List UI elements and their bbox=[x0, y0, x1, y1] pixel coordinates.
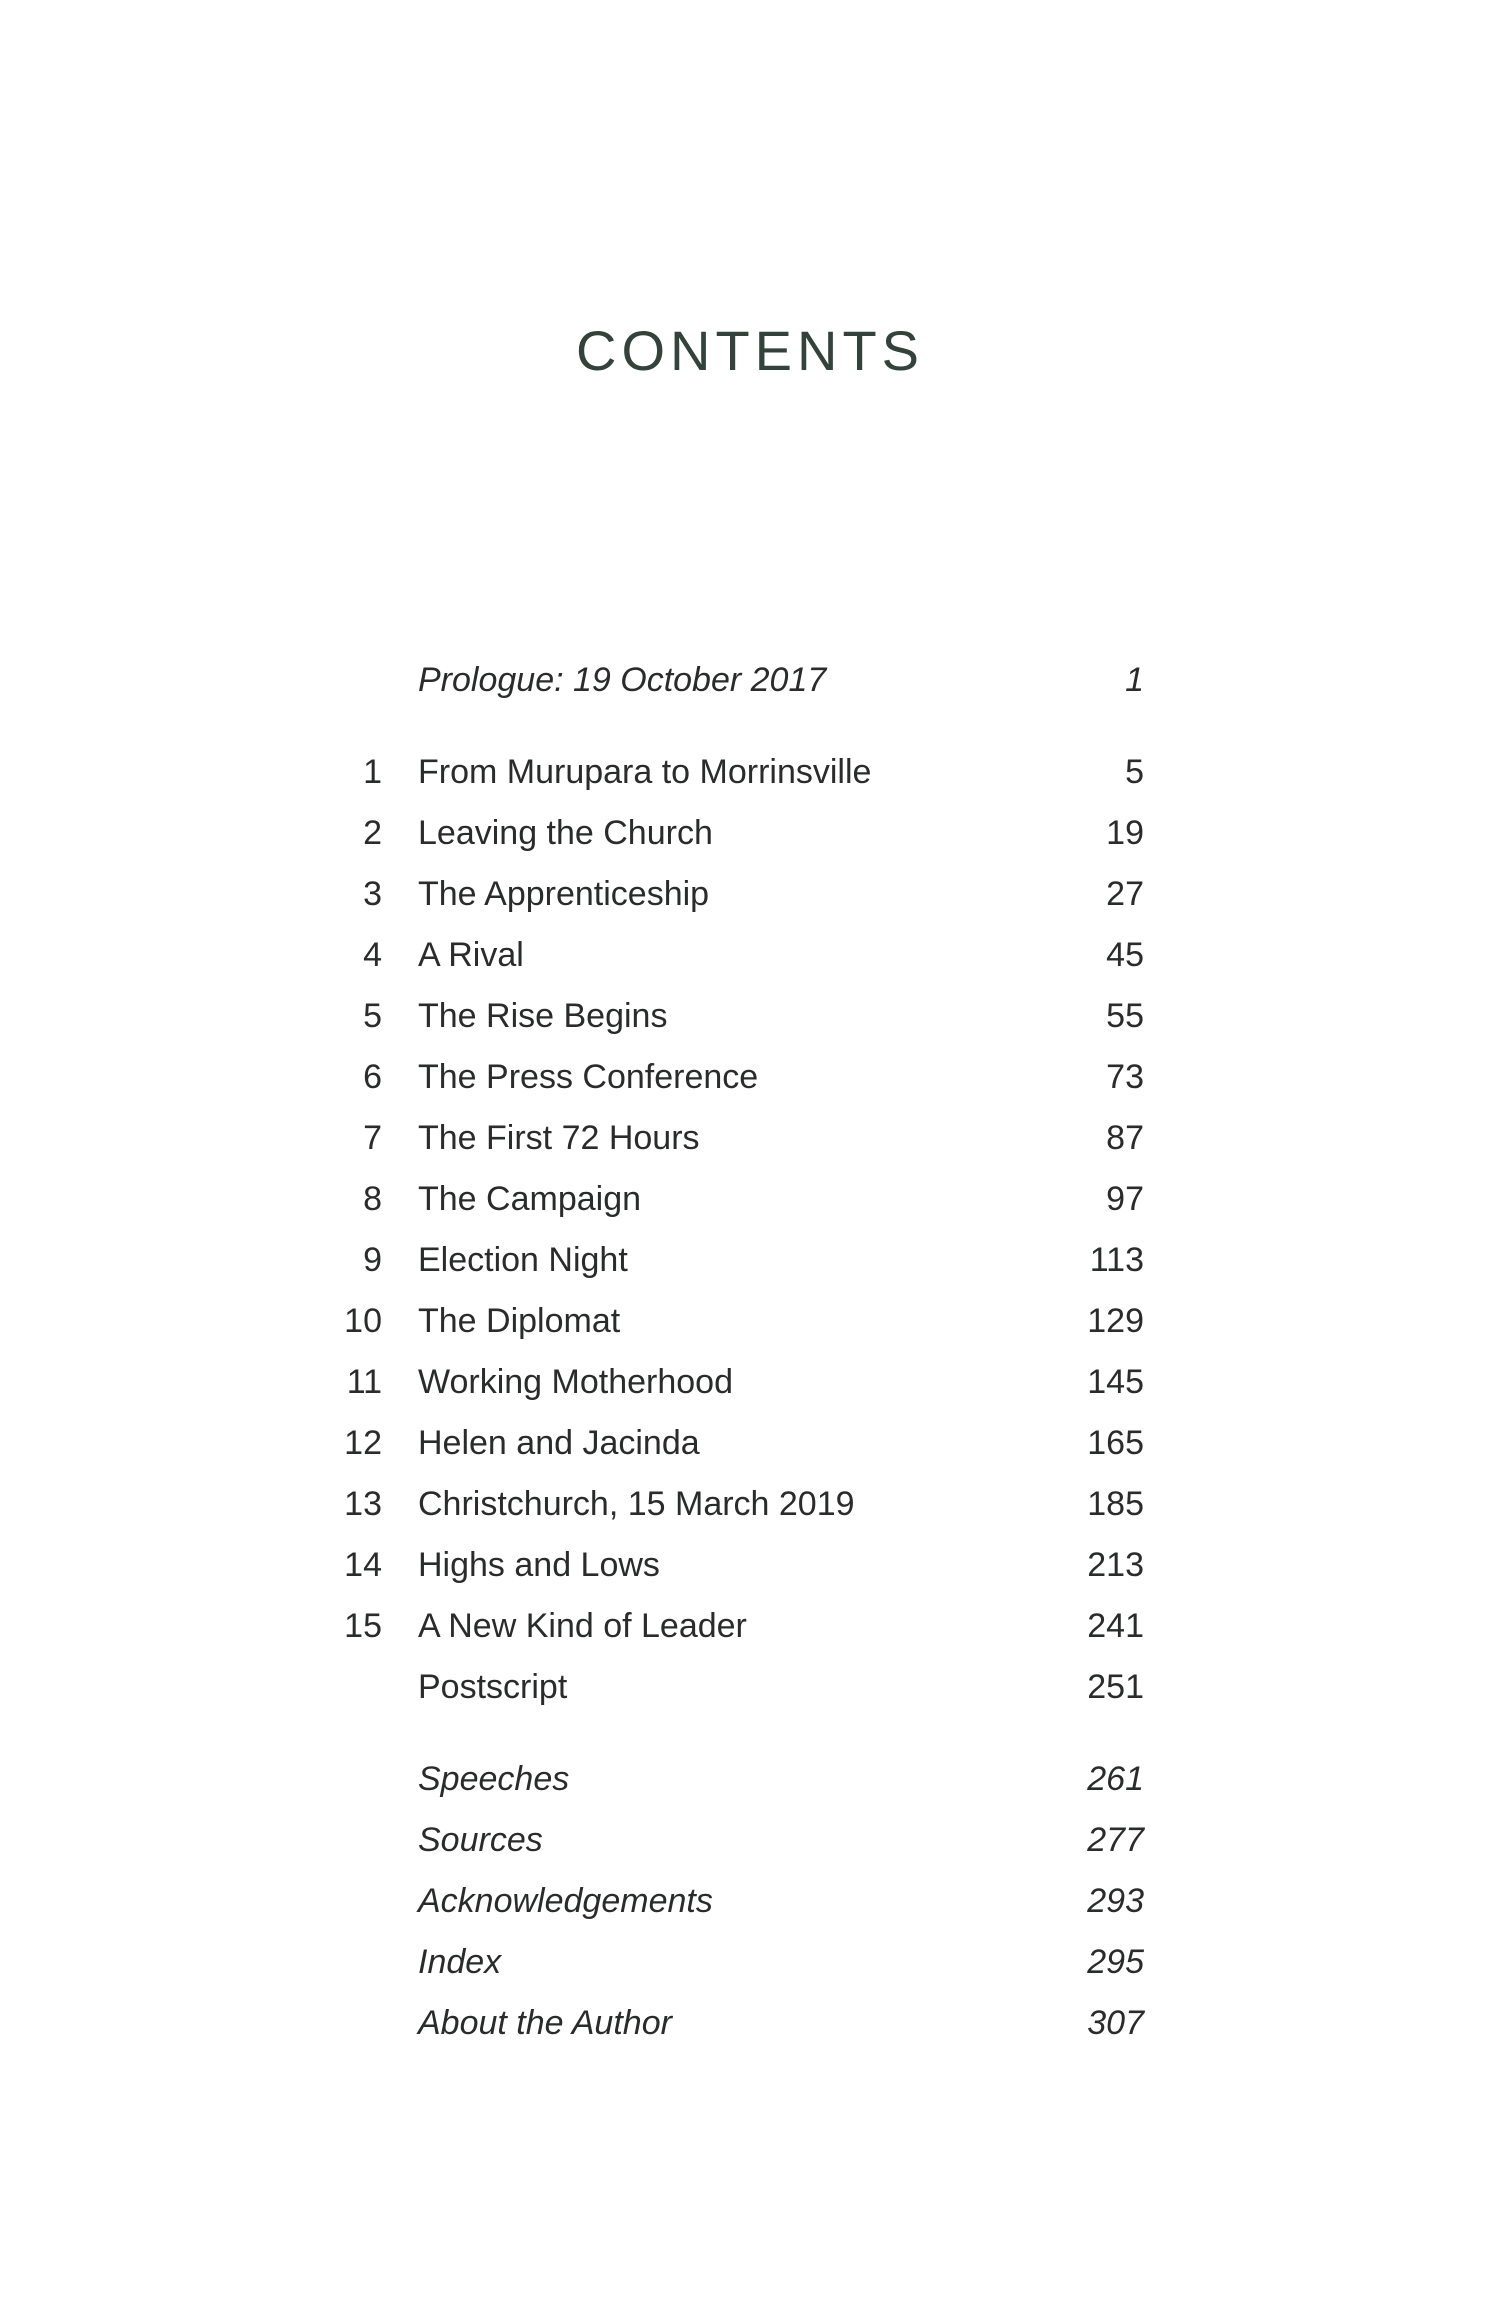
chapter-number: 8 bbox=[363, 1180, 382, 1218]
entry-page: 19 bbox=[1106, 814, 1144, 852]
entry-page: 113 bbox=[1089, 1241, 1144, 1279]
toc-entry-chapter[interactable] bbox=[0, 1479, 1500, 1529]
entry-page: 129 bbox=[1087, 1302, 1144, 1340]
entry-title: About the Author bbox=[418, 2004, 672, 2042]
chapter-number: 11 bbox=[346, 1363, 382, 1401]
entry-page: 1 bbox=[1125, 661, 1144, 699]
toc-entry-chapter[interactable] bbox=[0, 1113, 1500, 1163]
toc-entry-chapter[interactable] bbox=[0, 1052, 1500, 1102]
entry-page: 73 bbox=[1106, 1058, 1144, 1096]
entry-page: 241 bbox=[1087, 1607, 1144, 1645]
chapter-number: 5 bbox=[363, 997, 382, 1035]
toc-entry-back-matter[interactable] bbox=[0, 1998, 1500, 2048]
chapter-number: 3 bbox=[363, 875, 382, 913]
entry-title: The Apprenticeship bbox=[418, 875, 710, 913]
entry-page: 277 bbox=[1087, 1821, 1144, 1859]
entry-title: Helen and Jacinda bbox=[418, 1424, 700, 1462]
entry-title: Index bbox=[418, 1943, 502, 1981]
entry-page: 295 bbox=[1087, 1943, 1144, 1981]
toc-entry-back-matter[interactable] bbox=[0, 1815, 1500, 1865]
entry-title: The First 72 Hours bbox=[418, 1119, 700, 1157]
chapter-number: 1 bbox=[363, 753, 382, 791]
toc-entry-chapter[interactable] bbox=[0, 1418, 1500, 1468]
entry-title: The Press Conference bbox=[418, 1058, 759, 1096]
entry-page: 185 bbox=[1087, 1485, 1144, 1523]
chapter-number: 9 bbox=[363, 1241, 382, 1279]
chapter-number: 13 bbox=[344, 1485, 382, 1523]
entry-title: The Campaign bbox=[418, 1180, 642, 1218]
entry-title: Leaving the Church bbox=[418, 814, 713, 852]
entry-page: 55 bbox=[1106, 997, 1144, 1035]
entry-title: The Diplomat bbox=[418, 1302, 621, 1340]
toc-entry-back-matter[interactable] bbox=[0, 1876, 1500, 1926]
entry-title: Highs and Lows bbox=[418, 1546, 660, 1584]
entry-page: 165 bbox=[1087, 1424, 1144, 1462]
entry-page: 213 bbox=[1087, 1546, 1144, 1584]
entry-title: Election Night bbox=[418, 1241, 628, 1279]
entry-page: 145 bbox=[1087, 1363, 1144, 1401]
entry-title: Christchurch, 15 March 2019 bbox=[418, 1485, 855, 1523]
toc-entry-chapter[interactable] bbox=[0, 808, 1500, 858]
chapter-number: 6 bbox=[363, 1058, 382, 1096]
entry-page: 87 bbox=[1106, 1119, 1144, 1157]
entry-title: Sources bbox=[418, 1821, 543, 1859]
chapter-number: 12 bbox=[344, 1424, 382, 1462]
entry-title: Working Motherhood bbox=[418, 1363, 733, 1401]
entry-page: 261 bbox=[1087, 1760, 1144, 1798]
chapter-number: 14 bbox=[344, 1546, 382, 1584]
entry-title: A New Kind of Leader bbox=[418, 1607, 747, 1645]
entry-title: Speeches bbox=[418, 1760, 570, 1798]
toc-entry-chapter[interactable] bbox=[0, 991, 1500, 1041]
toc-entry-back-matter[interactable] bbox=[0, 1754, 1500, 1804]
toc-entry-chapter[interactable] bbox=[0, 1601, 1500, 1651]
entry-title: The Rise Begins bbox=[418, 997, 668, 1035]
entry-page: 97 bbox=[1106, 1180, 1144, 1218]
entry-title: From Murupara to Morrinsville bbox=[418, 753, 872, 791]
chapter-number: 2 bbox=[363, 814, 382, 852]
toc-entry-prologue[interactable] bbox=[0, 655, 1500, 705]
toc-entry-chapter[interactable] bbox=[0, 869, 1500, 919]
chapter-number: 10 bbox=[344, 1302, 382, 1340]
toc-entry-chapter[interactable] bbox=[0, 1540, 1500, 1590]
toc-entry-chapter[interactable] bbox=[0, 930, 1500, 980]
entry-title: Acknowledgements bbox=[418, 1882, 713, 1920]
toc-entry-postscript[interactable] bbox=[0, 1662, 1500, 1712]
toc-entry-chapter[interactable] bbox=[0, 1235, 1500, 1285]
toc-entry-chapter[interactable] bbox=[0, 747, 1500, 797]
entry-title: Prologue: 19 October 2017 bbox=[418, 661, 827, 699]
chapter-number: 7 bbox=[363, 1119, 382, 1157]
page-title: CONTENTS bbox=[576, 319, 924, 382]
chapter-number: 4 bbox=[363, 936, 382, 974]
toc-entry-chapter[interactable] bbox=[0, 1357, 1500, 1407]
entry-page: 293 bbox=[1087, 1882, 1144, 1920]
toc-entry-chapter[interactable] bbox=[0, 1174, 1500, 1224]
entry-page: 45 bbox=[1106, 936, 1144, 974]
entry-page: 251 bbox=[1087, 1668, 1144, 1706]
toc-entry-chapter[interactable] bbox=[0, 1296, 1500, 1346]
toc-entry-back-matter[interactable] bbox=[0, 1937, 1500, 1987]
entry-page: 27 bbox=[1106, 875, 1144, 913]
entry-title: Postscript bbox=[418, 1668, 568, 1706]
entry-title: A Rival bbox=[418, 936, 524, 974]
entry-page: 307 bbox=[1087, 2004, 1144, 2042]
entry-page: 5 bbox=[1125, 753, 1144, 791]
chapter-number: 15 bbox=[344, 1607, 382, 1645]
